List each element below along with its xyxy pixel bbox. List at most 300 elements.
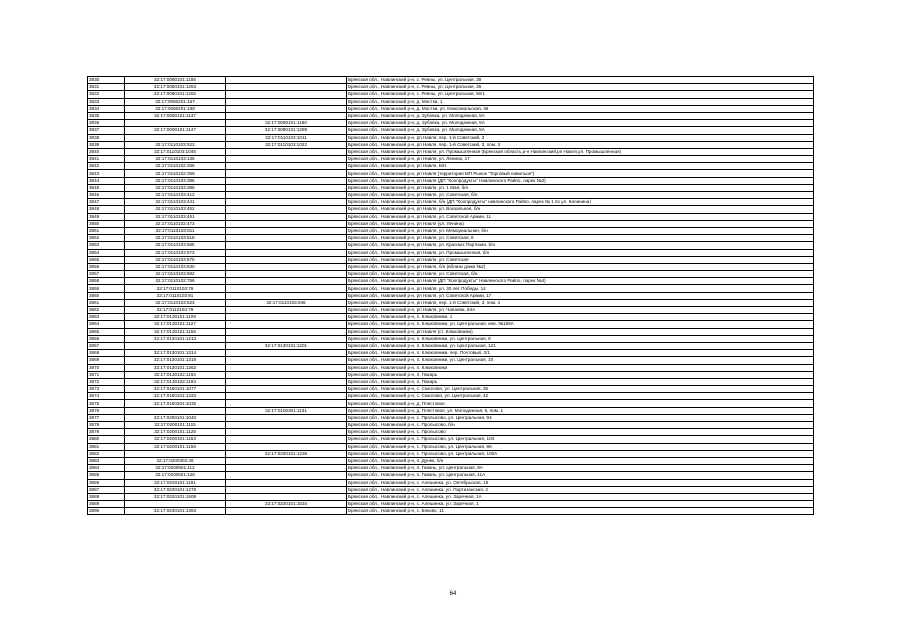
- row-number-cell: 3859: [88, 285, 125, 292]
- cadastral-number-cell: [125, 407, 226, 414]
- cadastral-number-cell: 32:17:0110103:396: [125, 184, 226, 191]
- row-number-cell: 3855: [88, 256, 125, 263]
- table-row: [88, 192, 814, 199]
- table-row: [88, 163, 814, 170]
- cadastral-number-cell: 32:17:0110103:523: [125, 141, 226, 148]
- table-row: [88, 98, 814, 105]
- row-number-cell: 3849: [88, 213, 125, 220]
- cadastral-number-cell: 32:17:0200101:1040: [125, 414, 226, 421]
- cadastral-number-cell: 32:17:0130101:1362: [125, 364, 226, 371]
- row-number-cell: 3868: [88, 350, 125, 357]
- row-number-cell: 3844: [88, 177, 125, 184]
- cadastral-number-cell: 32:17:0110103:630: [125, 263, 226, 270]
- parent-cadastral-number-cell: [226, 508, 347, 515]
- cadastral-number-cell: 32:17:0060101:1262: [125, 91, 226, 98]
- table-row: [88, 422, 814, 429]
- parent-cadastral-number-cell: [226, 400, 347, 407]
- cadastral-number-cell: 32:17:0060201:198: [125, 105, 226, 112]
- cadastral-number-cell: 32:17:0110103:441: [125, 199, 226, 206]
- row-number-cell: 3858: [88, 278, 125, 285]
- row-number-cell: 3857: [88, 271, 125, 278]
- parent-cadastral-number-cell: [226, 292, 347, 299]
- parent-cadastral-number-cell: [226, 199, 347, 206]
- address-cell: Брянская обл., Навлинский р-н, д. Мостки, 1: [347, 98, 814, 105]
- address-cell: Брянская обл., Навлинский р-н, рп Навля, ул. Промышленная (Брянская область,р-н Навлинский,рп Навля,ул. Промышленная): [347, 148, 814, 155]
- row-number-cell: 3886: [88, 479, 125, 486]
- parent-cadastral-number-cell: [226, 429, 347, 436]
- cadastral-number-cell: 32:17:0090101:1147: [125, 127, 226, 134]
- table-row: [88, 328, 814, 335]
- registry-table-body: [88, 77, 814, 515]
- cadastral-number-cell: 32:17:0110103:682: [125, 271, 226, 278]
- cadastral-number-cell: 32:17:0220101:1508: [125, 493, 226, 500]
- parent-cadastral-number-cell: [226, 163, 347, 170]
- parent-cadastral-number-cell: [226, 378, 347, 385]
- parent-cadastral-number-cell: [226, 256, 347, 263]
- cadastral-number-cell: 32:17:0110103:518: [125, 235, 226, 242]
- table-row: [88, 450, 814, 457]
- table-row: [88, 263, 814, 270]
- address-cell: Брянская обл., Навлинский р-н, п. Гавань, ул. Центральная, 8А: [347, 465, 814, 472]
- table-row: [88, 429, 814, 436]
- table-row: [88, 199, 814, 206]
- row-number-cell: 3877: [88, 414, 125, 421]
- cadastral-number-cell: 32:17:0110103:412: [125, 192, 226, 199]
- parent-cadastral-number-cell: [226, 314, 347, 321]
- row-number-cell: 3887: [88, 486, 125, 493]
- address-cell: Брянская обл., Навлинский р-н, с. Пролысово, ул. Центральная, 96: [347, 443, 814, 450]
- cadastral-number-cell: 32:17:0130101:1319: [125, 357, 226, 364]
- table-row: [88, 357, 814, 364]
- cadastral-number-cell: 32:17:0060101:1185: [125, 77, 226, 84]
- row-number-cell: 3884: [88, 465, 125, 472]
- row-number-cell: 3866: [88, 335, 125, 342]
- parent-cadastral-number-cell: [226, 192, 347, 199]
- cadastral-number-cell: 32:17:0240101:1383: [125, 508, 226, 515]
- address-cell: Брянская обл., Навлинский р-н, с. Пролысово, ул. Центральная, 100А: [347, 450, 814, 457]
- cadastral-number-cell: [125, 120, 226, 127]
- address-cell: Брянская обл., Навлинский р-н, рп Навля, пер. 1-й Советский, 3: [347, 134, 814, 141]
- table-row: [88, 342, 814, 349]
- address-cell: Брянская обл., Навлинский р-н, рп Навля, ул. Чапаева, 84А: [347, 307, 814, 314]
- row-number-cell: 3835: [88, 112, 125, 119]
- parent-cadastral-number-cell: [226, 263, 347, 270]
- row-number-cell: 3830: [88, 77, 125, 84]
- table-row: [88, 436, 814, 443]
- table-row: [88, 105, 814, 112]
- address-cell: Брянская обл., Навлинский р-н, рп Навля, ул. Ленина, 17: [347, 156, 814, 163]
- parent-cadastral-number-cell: [226, 371, 347, 378]
- address-cell: Брянская обл., Навлинский р-н, д. Зубовка, ул. Молодежная, 5А: [347, 120, 814, 127]
- parent-cadastral-number-cell: 32:17:0220101:1534: [226, 501, 347, 508]
- table-row: [88, 91, 814, 98]
- row-number-cell: 3865: [88, 328, 125, 335]
- address-cell: Брянская обл., Навлинский р-н, рп Навля, пер. 1-й Советский, 3, пом. 3: [347, 141, 814, 148]
- parent-cadastral-number-cell: 32:17:0110103:1011: [226, 134, 347, 141]
- row-number-cell: 3862: [88, 307, 125, 314]
- address-cell: Брянская обл., Навлинский р-н, п. Клюковники, ул. Центральная, 10: [347, 357, 814, 364]
- table-row: [88, 321, 814, 328]
- row-number-cell: 3842: [88, 163, 125, 170]
- parent-cadastral-number-cell: [226, 170, 347, 177]
- row-number-cell: 3885: [88, 472, 125, 479]
- address-cell: Брянская обл., Навлинский р-н, с. Алешинка, ул. Партизанская, 2: [347, 486, 814, 493]
- cadastral-number-cell: 32:17:0110103:511: [125, 227, 226, 234]
- row-number-cell: 3837: [88, 127, 125, 134]
- address-cell: Брянская обл., Навлинский р-н, рп Навля, ул. Советская, 8: [347, 235, 814, 242]
- table-row: [88, 371, 814, 378]
- row-number-cell: 3833: [88, 98, 125, 105]
- parent-cadastral-number-cell: [226, 422, 347, 429]
- address-cell: Брянская обл., Навлинский р-н, д. Мостки, ул. Комсомольская, 36: [347, 105, 814, 112]
- address-cell: Брянская обл., Навлинский р-н, рп Навля, Б/Н: [347, 163, 814, 170]
- row-number-cell: 3861: [88, 299, 125, 306]
- parent-cadastral-number-cell: [226, 486, 347, 493]
- row-number-cell: 3831: [88, 84, 125, 91]
- cadastral-number-cell: 32:17:0110102:756: [125, 278, 226, 285]
- table-row: [88, 120, 814, 127]
- cadastral-number-cell: 32:17:0110103:91: [125, 292, 226, 299]
- address-cell: Брянская обл., Навлинский р-н, рп Навля, ул. Мемориальная, б/н: [347, 227, 814, 234]
- row-number-cell: 3850: [88, 220, 125, 227]
- cadastral-number-cell: 32:17:0150101:1333: [125, 393, 226, 400]
- parent-cadastral-number-cell: [226, 350, 347, 357]
- parent-cadastral-number-cell: 32:17:0080101:1289: [226, 127, 347, 134]
- parent-cadastral-number-cell: [226, 220, 347, 227]
- table-row: [88, 278, 814, 285]
- address-cell: Брянская обл., Навлинский р-н, с. Алешинка, ул. Заречная, 1: [347, 501, 814, 508]
- row-number-cell: 3839: [88, 141, 125, 148]
- address-cell: Брянская обл., Навлинский р-н, с. Соколово, ул. Центральная, 35: [347, 386, 814, 393]
- table-row: [88, 501, 814, 508]
- parent-cadastral-number-cell: [226, 213, 347, 220]
- cadastral-number-cell: 32:17:0130101:1213: [125, 335, 226, 342]
- address-cell: Брянская обл., Навлинский р-н, рп Навля, ул. Советская: [347, 256, 814, 263]
- table-row: [88, 400, 814, 407]
- row-number-cell: 3852: [88, 235, 125, 242]
- parent-cadastral-number-cell: [226, 328, 347, 335]
- row-number-cell: 3853: [88, 242, 125, 249]
- cadastral-number-cell: 32:17:0200101:1156: [125, 443, 226, 450]
- address-cell: Брянская обл., Навлинский р-н, рп Навля (ДП "Коопродукты" Навлинского Райпо, ларек №2): [347, 177, 814, 184]
- cadastral-number-cell: 32:17:0110103:575: [125, 256, 226, 263]
- parent-cadastral-number-cell: 32:17:0080101:1180: [226, 120, 347, 127]
- parent-cadastral-number-cell: [226, 436, 347, 443]
- table-row: [88, 414, 814, 421]
- table-row: [88, 508, 814, 515]
- parent-cadastral-number-cell: 32:17:0130101:1201: [226, 342, 347, 349]
- parent-cadastral-number-cell: [226, 112, 347, 119]
- row-number-cell: 3845: [88, 184, 125, 191]
- parent-cadastral-number-cell: [226, 285, 347, 292]
- cadastral-number-cell: 32:17:0200101:1153: [125, 436, 226, 443]
- address-cell: Брянская обл., Навлинский р-н, с. Соколово, ул. Центральная, 42: [347, 393, 814, 400]
- table-row: [88, 177, 814, 184]
- table-row: [88, 206, 814, 213]
- cadastral-number-cell: 32:17:0200501:126: [125, 472, 226, 479]
- table-row: [88, 292, 814, 299]
- parent-cadastral-number-cell: [226, 386, 347, 393]
- parent-cadastral-number-cell: [226, 177, 347, 184]
- cadastral-number-cell: [125, 134, 226, 141]
- address-cell: Брянская обл., Навлинский р-н, рп Навля (ст. Клюковники): [347, 328, 814, 335]
- address-cell: Брянская обл., Навлинский р-н, рп Навля, ул. Вокзальная, б/н: [347, 206, 814, 213]
- address-cell: Брянская обл., Навлинский р-н, с. Алешинка, ул. Заречная, 1А: [347, 493, 814, 500]
- cadastral-number-cell: 32:17:0050201:167: [125, 98, 226, 105]
- table-row: [88, 457, 814, 464]
- table-row: [88, 407, 814, 414]
- address-cell: Брянская обл., Навлинский р-н, рп Навля (ул. Ленина): [347, 220, 814, 227]
- address-cell: Брянская обл., Навлинский р-н, рп Навля, ул. Промышленная, б/н: [347, 249, 814, 256]
- table-row: [88, 213, 814, 220]
- table-row: [88, 112, 814, 119]
- row-number-cell: 3879: [88, 429, 125, 436]
- address-cell: Брянская обл., Навлинский р-н, рп Навля, ул. 1 Мая, б/н: [347, 184, 814, 191]
- row-number-cell: 3883: [88, 457, 125, 464]
- table-row: [88, 335, 814, 342]
- parent-cadastral-number-cell: [226, 307, 347, 314]
- cadastral-number-cell: 32:17:0110102:359: [125, 170, 226, 177]
- table-row: [88, 479, 814, 486]
- row-number-cell: 3890: [88, 508, 125, 515]
- cadastral-number-cell: 32:17:0110103:523: [125, 299, 226, 306]
- cadastral-number-cell: 32:17:0220101:1278: [125, 486, 226, 493]
- cadastral-number-cell: 32:17:0110104:79: [125, 307, 226, 314]
- table-row: [88, 378, 814, 385]
- table-row: [88, 77, 814, 84]
- cadastral-number-cell: 32:17:0060101:1283: [125, 84, 226, 91]
- parent-cadastral-number-cell: [226, 357, 347, 364]
- parent-cadastral-number-cell: [226, 77, 347, 84]
- address-cell: Брянская обл., Навлинский р-н, д. Плястовое, ул. Молодежная, 6, пом. 1: [347, 407, 814, 414]
- row-number-cell: 3888: [88, 493, 125, 500]
- parent-cadastral-number-cell: [226, 472, 347, 479]
- cadastral-number-cell: 32:17:0200501:112: [125, 465, 226, 472]
- parent-cadastral-number-cell: [226, 148, 347, 155]
- address-cell: Брянская обл., Навлинский р-н, п. Клюковники: [347, 364, 814, 371]
- table-row: [88, 493, 814, 500]
- row-number-cell: 3840: [88, 148, 125, 155]
- row-number-cell: 3876: [88, 407, 125, 414]
- row-number-cell: 3841: [88, 156, 125, 163]
- address-cell: Брянская обл., Навлинский р-н, рп Навля, б/н (ДП "Коопродукты" навлинского Райпо, ларек № 1 по ул. Калинина): [347, 199, 814, 206]
- address-cell: Брянская обл., Навлинский р-н, с. Пролысово: [347, 429, 814, 436]
- cadastral-number-cell: 32:17:0110102:473: [125, 220, 226, 227]
- address-cell: Брянская обл., Навлинский р-н, с. Алешинка, ул. Октябрьская, 18: [347, 479, 814, 486]
- table-row: [88, 235, 814, 242]
- parent-cadastral-number-cell: [226, 479, 347, 486]
- row-number-cell: 3872: [88, 378, 125, 385]
- parent-cadastral-number-cell: [226, 393, 347, 400]
- parent-cadastral-number-cell: [226, 84, 347, 91]
- row-number-cell: 3832: [88, 91, 125, 98]
- parent-cadastral-number-cell: [226, 184, 347, 191]
- table-row: [88, 299, 814, 306]
- address-cell: Брянская обл., Навлинский р-н, п. Клюковники, ул. Центральная, инв. №169А: [347, 321, 814, 328]
- parent-cadastral-number-cell: [226, 414, 347, 421]
- parent-cadastral-number-cell: [226, 443, 347, 450]
- address-cell: Брянская обл., Навлинский р-н, д. Зубовка, ул. Молодежная, 5А: [347, 127, 814, 134]
- address-cell: Брянская обл., Навлинский р-н, п. Пакарь: [347, 378, 814, 385]
- address-cell: Брянская обл., Навлинский р-н, с. Пролысово, ул. Центральная, 94: [347, 414, 814, 421]
- address-cell: Брянская обл., Навлинский р-н, п. Дунек, б/н: [347, 457, 814, 464]
- cadastral-number-cell: 32:17:0130101:1109: [125, 314, 226, 321]
- address-cell: Брянская обл., Навлинский р-н, рп Навля, ул. Советская, б/н: [347, 271, 814, 278]
- cadastral-number-cell: 32:17:0110103:1046: [125, 148, 226, 155]
- row-number-cell: 3870: [88, 364, 125, 371]
- cadastral-number-cell: 32:17:0130101:1156: [125, 328, 226, 335]
- row-number-cell: 3848: [88, 206, 125, 213]
- cadastral-number-cell: 32:17:0110103:386: [125, 177, 226, 184]
- address-cell: Брянская обл., Навлинский р-н, с. Ревны, ул. Центральная, 38: [347, 77, 814, 84]
- cadastral-number-cell: 32:17:0130102:1193: [125, 378, 226, 385]
- parent-cadastral-number-cell: [226, 321, 347, 328]
- parent-cadastral-number-cell: [226, 98, 347, 105]
- address-cell: Брянская обл., Навлинский р-н, п. Клюковники, пер. Почтовый, 2/1: [347, 350, 814, 357]
- table-row: [88, 472, 814, 479]
- address-cell: Брянская обл., Навлинский р-н, с. Пролысово, ул. Центральная, 104: [347, 436, 814, 443]
- row-number-cell: 3851: [88, 227, 125, 234]
- cadastral-number-cell: 32:17:0110103:452: [125, 206, 226, 213]
- address-cell: Брянская обл., Навлинский р-н, п. Пакарь: [347, 371, 814, 378]
- table-row: [88, 364, 814, 371]
- cadastral-number-cell: 32:17:0130101:1127: [125, 321, 226, 328]
- address-cell: Брянская обл., Навлинский р-н, п. Гавань, ул. Центральная, 11А: [347, 472, 814, 479]
- row-number-cell: 3871: [88, 371, 125, 378]
- table-row: [88, 486, 814, 493]
- row-number-cell: 3846: [88, 192, 125, 199]
- table-row: [88, 134, 814, 141]
- cadastral-number-cell: 32:17:0110103:565: [125, 242, 226, 249]
- address-cell: Брянская обл., Навлинский р-н, п. Клюковники, ул. Центральная, 8: [347, 335, 814, 342]
- row-number-cell: 3836: [88, 120, 125, 127]
- parent-cadastral-number-cell: 32:17:0110103:946: [226, 299, 347, 306]
- table-row: [88, 184, 814, 191]
- address-cell: Брянская обл., Навлинский р-н, с. Ревны, ул. Центральная, 36: [347, 84, 814, 91]
- cadastral-number-cell: 32:17:0200101:1125: [125, 429, 226, 436]
- cadastral-number-cell: 32:17:0150101:1077: [125, 386, 226, 393]
- parent-cadastral-number-cell: [226, 91, 347, 98]
- cadastral-number-cell: 32:17:0110103:79: [125, 285, 226, 292]
- address-cell: Брянская обл., Навлинский р-н, с. Пролысово, б/н: [347, 422, 814, 429]
- row-number-cell: 3889: [88, 501, 125, 508]
- row-number-cell: 3860: [88, 292, 125, 299]
- table-row: [88, 141, 814, 148]
- row-number-cell: 3834: [88, 105, 125, 112]
- table-row: [88, 170, 814, 177]
- address-cell: Брянская обл., Навлинский р-н, рп Навля, ул. Советской Армии, 11: [347, 213, 814, 220]
- parent-cadastral-number-cell: [226, 156, 347, 163]
- cadastral-number-cell: 32:17:0110103:573: [125, 249, 226, 256]
- address-cell: Брянская обл., Навлинский р-н, рп Навля, б/н (вблизи дома №2): [347, 263, 814, 270]
- parent-cadastral-number-cell: 32:17:0150301:1131: [226, 407, 347, 414]
- address-cell: Брянская обл., Навлинский р-н, п. Клюковники, ул. Центральная, 121: [347, 342, 814, 349]
- table-row: [88, 242, 814, 249]
- row-number-cell: 3863: [88, 314, 125, 321]
- table-row: [88, 256, 814, 263]
- parent-cadastral-number-cell: [226, 235, 347, 242]
- row-number-cell: 3874: [88, 393, 125, 400]
- row-number-cell: 3864: [88, 321, 125, 328]
- parent-cadastral-number-cell: [226, 465, 347, 472]
- row-number-cell: 3847: [88, 199, 125, 206]
- cadastral-number-cell: [125, 342, 226, 349]
- parent-cadastral-number-cell: [226, 278, 347, 285]
- address-cell: Брянская обл., Навлинский р-н, с. Бяково, 11: [347, 508, 814, 515]
- row-number-cell: 3843: [88, 170, 125, 177]
- parent-cadastral-number-cell: [226, 335, 347, 342]
- table-row: [88, 285, 814, 292]
- row-number-cell: 3880: [88, 436, 125, 443]
- parent-cadastral-number-cell: [226, 493, 347, 500]
- table-row: [88, 271, 814, 278]
- address-cell: Брянская обл., Навлинский р-н, рп Навля, ул. Советской Армии, 17: [347, 292, 814, 299]
- cadastral-number-cell: 32:17:0130101:1314: [125, 350, 226, 357]
- parent-cadastral-number-cell: [226, 206, 347, 213]
- row-number-cell: 3882: [88, 450, 125, 457]
- page-number: 64: [449, 591, 457, 597]
- table-row: [88, 307, 814, 314]
- parent-cadastral-number-cell: [226, 242, 347, 249]
- cadastral-number-cell: [125, 501, 226, 508]
- address-cell: Брянская обл., Навлинский р-н, д. Зубовка, ул. Молодежная, 5А: [347, 112, 814, 119]
- row-number-cell: 3869: [88, 357, 125, 364]
- table-row: [88, 220, 814, 227]
- row-number-cell: 3875: [88, 400, 125, 407]
- cadastral-number-cell: 32:17:0110103:461: [125, 213, 226, 220]
- cadastral-number-cell: 32:17:0200302:46: [125, 457, 226, 464]
- table-row: [88, 127, 814, 134]
- row-number-cell: 3873: [88, 386, 125, 393]
- cadastral-number-cell: 32:17:0080101:1147: [125, 112, 226, 119]
- cadastral-number-cell: 32:17:0150301:1035: [125, 400, 226, 407]
- address-cell: Брянская обл., Навлинский р-н, рп Навля, ул. 30 лет Победы, 14: [347, 285, 814, 292]
- table-row: [88, 393, 814, 400]
- address-cell: Брянская обл., Навлинский р-н, с. Ревны, ул. Центральная, 50/1: [347, 91, 814, 98]
- address-cell: Брянская обл., Навлинский р-н, рп Навля, ул. Красных Партизан, б/н: [347, 242, 814, 249]
- registry-table: [87, 76, 814, 515]
- table-row: [88, 227, 814, 234]
- table-row: [88, 350, 814, 357]
- parent-cadastral-number-cell: [226, 271, 347, 278]
- row-number-cell: 3838: [88, 134, 125, 141]
- cadastral-number-cell: 32:17:0220101:1181: [125, 479, 226, 486]
- parent-cadastral-number-cell: [226, 364, 347, 371]
- table-row: [88, 156, 814, 163]
- table-row: [88, 314, 814, 321]
- parent-cadastral-number-cell: 32:17:0110103:1022: [226, 141, 347, 148]
- row-number-cell: 3878: [88, 422, 125, 429]
- table-row: [88, 386, 814, 393]
- table-row: [88, 249, 814, 256]
- parent-cadastral-number-cell: [226, 227, 347, 234]
- row-number-cell: 3881: [88, 443, 125, 450]
- address-cell: Брянская обл., Навлинский р-н, рп Навля (ДП "Коопродукты" Навлинского Райпо, ларек №4): [347, 278, 814, 285]
- row-number-cell: 3856: [88, 263, 125, 270]
- parent-cadastral-number-cell: 32:17:0200101:1236: [226, 450, 347, 457]
- table-row: [88, 443, 814, 450]
- cadastral-number-cell: [125, 450, 226, 457]
- address-cell: Брянская обл., Навлинский р-н, рп Навля, пер. 1-й Советский, 3, пом. 4: [347, 299, 814, 306]
- table-row: [88, 148, 814, 155]
- row-number-cell: 3867: [88, 342, 125, 349]
- table-row: [88, 465, 814, 472]
- address-cell: Брянская обл., Навлинский р-н, рп Навля, ул. Советская, б/н: [347, 192, 814, 199]
- parent-cadastral-number-cell: [226, 249, 347, 256]
- parent-cadastral-number-cell: [226, 105, 347, 112]
- parent-cadastral-number-cell: [226, 457, 347, 464]
- cadastral-number-cell: 32:17:0200101:1115: [125, 422, 226, 429]
